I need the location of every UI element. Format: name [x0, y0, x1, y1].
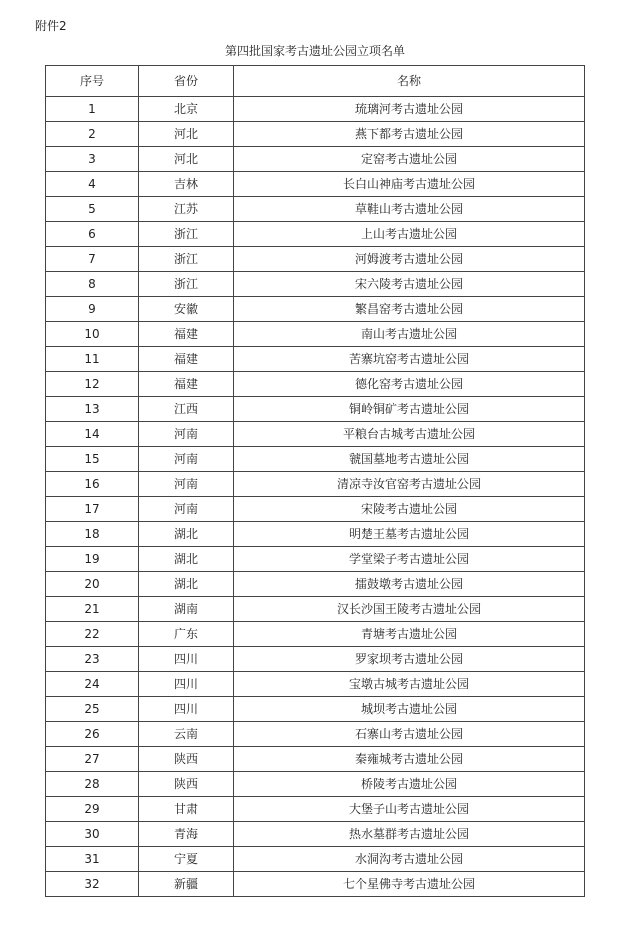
cell-number: 29 [46, 797, 139, 822]
cell-province: 青海 [139, 822, 234, 847]
cell-park-name: 青塘考古遗址公园 [234, 622, 585, 647]
cell-park-name: 河姆渡考古遗址公园 [234, 247, 585, 272]
cell-number: 6 [46, 222, 139, 247]
cell-province: 北京 [139, 97, 234, 122]
cell-park-name: 水洞沟考古遗址公园 [234, 847, 585, 872]
cell-province: 浙江 [139, 247, 234, 272]
cell-number: 24 [46, 672, 139, 697]
table-row [46, 722, 585, 747]
cell-province: 湖北 [139, 547, 234, 572]
table-row [46, 822, 585, 847]
table-row [46, 872, 585, 897]
cell-number: 4 [46, 172, 139, 197]
table-row [46, 297, 585, 322]
cell-park-name: 草鞋山考古遗址公园 [234, 197, 585, 222]
cell-province: 河南 [139, 447, 234, 472]
table-row [46, 422, 585, 447]
cell-number: 10 [46, 322, 139, 347]
table-row [46, 622, 585, 647]
table-row [46, 522, 585, 547]
cell-province: 吉林 [139, 172, 234, 197]
cell-province: 河南 [139, 472, 234, 497]
cell-province: 湖北 [139, 522, 234, 547]
table-row [46, 647, 585, 672]
cell-park-name: 学堂梁子考古遗址公园 [234, 547, 585, 572]
cell-park-name: 苦寨坑窑考古遗址公园 [234, 347, 585, 372]
table-row [46, 147, 585, 172]
cell-park-name: 燕下都考古遗址公园 [234, 122, 585, 147]
table-row [46, 572, 585, 597]
cell-park-name: 秦雍城考古遗址公园 [234, 747, 585, 772]
table-row [46, 272, 585, 297]
cell-province: 江苏 [139, 197, 234, 222]
cell-province: 河南 [139, 422, 234, 447]
table-body [46, 97, 585, 897]
table-row [46, 497, 585, 522]
cell-number: 15 [46, 447, 139, 472]
cell-number: 32 [46, 872, 139, 897]
cell-province: 江西 [139, 397, 234, 422]
cell-park-name: 铜岭铜矿考古遗址公园 [234, 397, 585, 422]
cell-park-name: 南山考古遗址公园 [234, 322, 585, 347]
cell-number: 31 [46, 847, 139, 872]
cell-province: 四川 [139, 672, 234, 697]
cell-park-name: 繁昌窑考古遗址公园 [234, 297, 585, 322]
cell-number: 13 [46, 397, 139, 422]
cell-province: 安徽 [139, 297, 234, 322]
table-row [46, 122, 585, 147]
table-row [46, 772, 585, 797]
cell-number: 28 [46, 772, 139, 797]
table-row [46, 797, 585, 822]
cell-province: 广东 [139, 622, 234, 647]
cell-number: 27 [46, 747, 139, 772]
cell-park-name: 虢国墓地考古遗址公园 [234, 447, 585, 472]
cell-park-name: 大堡子山考古遗址公园 [234, 797, 585, 822]
header-name: 名称 [234, 66, 585, 97]
cell-province: 河北 [139, 122, 234, 147]
cell-province: 云南 [139, 722, 234, 747]
cell-province: 新疆 [139, 872, 234, 897]
table-row [46, 172, 585, 197]
table-row [46, 322, 585, 347]
cell-number: 1 [46, 97, 139, 122]
cell-park-name: 定窑考古遗址公园 [234, 147, 585, 172]
cell-province: 浙江 [139, 272, 234, 297]
cell-number: 19 [46, 547, 139, 572]
cell-park-name: 德化窑考古遗址公园 [234, 372, 585, 397]
cell-park-name: 擂鼓墩考古遗址公园 [234, 572, 585, 597]
cell-province: 浙江 [139, 222, 234, 247]
cell-province: 陕西 [139, 747, 234, 772]
cell-number: 20 [46, 572, 139, 597]
cell-province: 四川 [139, 697, 234, 722]
table-row [46, 697, 585, 722]
table-row [46, 472, 585, 497]
table-row [46, 847, 585, 872]
cell-number: 2 [46, 122, 139, 147]
cell-park-name: 上山考古遗址公园 [234, 222, 585, 247]
table-row [46, 97, 585, 122]
table-row [46, 397, 585, 422]
table-row [46, 672, 585, 697]
cell-province: 四川 [139, 647, 234, 672]
cell-province: 福建 [139, 322, 234, 347]
cell-province: 湖南 [139, 597, 234, 622]
table-row [46, 547, 585, 572]
cell-park-name: 热水墓群考古遗址公园 [234, 822, 585, 847]
park-list-table [45, 65, 585, 897]
attachment-label: 附件2 [35, 19, 67, 33]
cell-number: 9 [46, 297, 139, 322]
cell-park-name: 罗家坝考古遗址公园 [234, 647, 585, 672]
cell-number: 5 [46, 197, 139, 222]
cell-number: 17 [46, 497, 139, 522]
cell-park-name: 城坝考古遗址公园 [234, 697, 585, 722]
cell-number: 14 [46, 422, 139, 447]
cell-number: 8 [46, 272, 139, 297]
table-header-row [46, 66, 585, 97]
cell-park-name: 桥陵考古遗址公园 [234, 772, 585, 797]
cell-park-name: 平粮台古城考古遗址公园 [234, 422, 585, 447]
cell-park-name: 宋陵考古遗址公园 [234, 497, 585, 522]
cell-province: 宁夏 [139, 847, 234, 872]
cell-park-name: 长白山神庙考古遗址公园 [234, 172, 585, 197]
table-row [46, 597, 585, 622]
cell-park-name: 汉长沙国王陵考古遗址公园 [234, 597, 585, 622]
cell-province: 甘肃 [139, 797, 234, 822]
table-row [46, 222, 585, 247]
cell-park-name: 宋六陵考古遗址公园 [234, 272, 585, 297]
cell-number: 25 [46, 697, 139, 722]
cell-park-name: 七个星佛寺考古遗址公园 [234, 872, 585, 897]
document-title: 第四批国家考古遗址公园立项名单 [224, 44, 405, 58]
cell-number: 22 [46, 622, 139, 647]
cell-province: 陕西 [139, 772, 234, 797]
cell-number: 26 [46, 722, 139, 747]
cell-park-name: 宝墩古城考古遗址公园 [234, 672, 585, 697]
cell-number: 18 [46, 522, 139, 547]
cell-number: 7 [46, 247, 139, 272]
table-row [46, 372, 585, 397]
cell-number: 30 [46, 822, 139, 847]
table-row [46, 247, 585, 272]
cell-park-name: 清凉寺汝官窑考古遗址公园 [234, 472, 585, 497]
cell-number: 11 [46, 347, 139, 372]
header-province: 省份 [139, 66, 234, 97]
cell-park-name: 石寨山考古遗址公园 [234, 722, 585, 747]
cell-province: 福建 [139, 347, 234, 372]
cell-number: 3 [46, 147, 139, 172]
cell-number: 21 [46, 597, 139, 622]
header-number: 序号 [46, 66, 139, 97]
cell-number: 16 [46, 472, 139, 497]
table-row [46, 347, 585, 372]
cell-province: 河北 [139, 147, 234, 172]
cell-number: 23 [46, 647, 139, 672]
table-row [46, 747, 585, 772]
cell-park-name: 琉璃河考古遗址公园 [234, 97, 585, 122]
table-row [46, 447, 585, 472]
cell-province: 福建 [139, 372, 234, 397]
cell-province: 河南 [139, 497, 234, 522]
cell-park-name: 明楚王墓考古遗址公园 [234, 522, 585, 547]
table-row [46, 197, 585, 222]
cell-number: 12 [46, 372, 139, 397]
cell-province: 湖北 [139, 572, 234, 597]
